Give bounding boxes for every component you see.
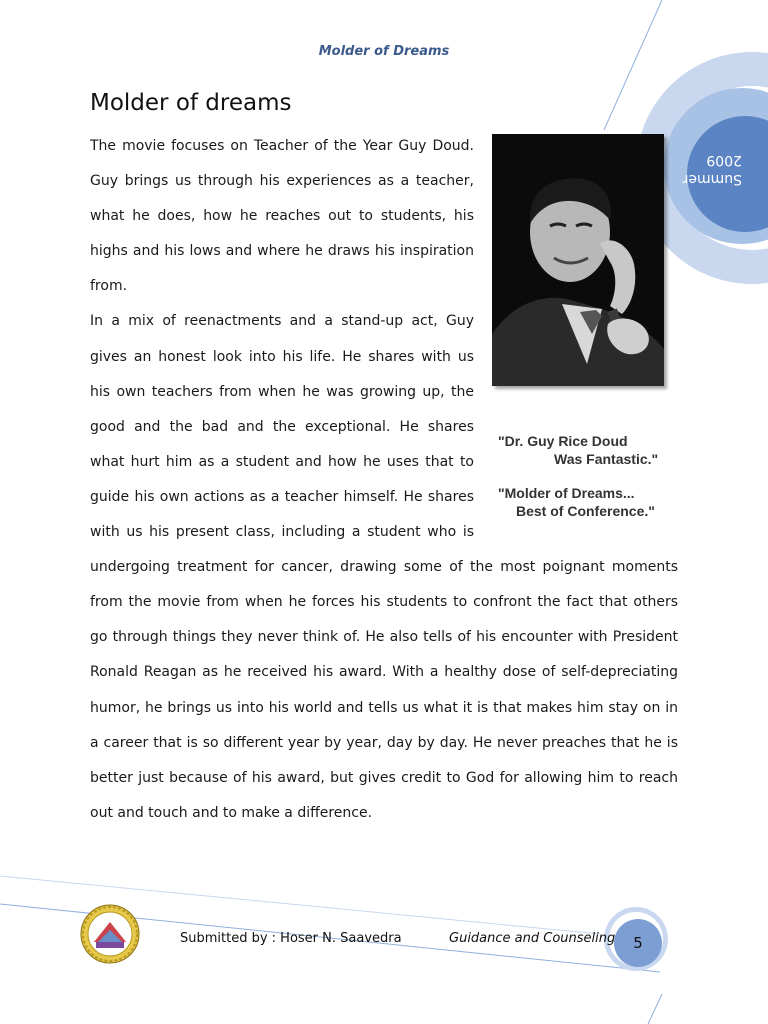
quote-line: Was Fantastic." xyxy=(554,451,659,467)
footer-submitted-by: Submitted by : Hoser N. Saavedra xyxy=(180,931,402,946)
quote-line: "Dr. Guy Rice Doud xyxy=(498,433,628,449)
testimonial-quote xyxy=(498,432,658,468)
quote-line: "Molder of Dreams... xyxy=(498,485,635,501)
footer-department: Guidance and Counseling xyxy=(449,931,616,946)
decorative-line xyxy=(648,994,662,1024)
article-paragraph: In a mix of reenactments and a stand-up act, Guy gives an honest look into his life. He shares with us his own teachers from when he was growing up, the good and the bad and the exceptional. He shares what hurt him as a student and how he uses that to guide his own actions as a teacher himself. He shares with us his present class, including a student who is undergoing treatment for cancer, drawing some of the most poignant moments from the movie from when he forces his students to confront the fact that others go through things they never think of. He also tells of his encounter with President Ronald Reagan as he received his award. With a healthy dose of self-depreciating humor, he brings us into his world and tells us what it is that makes him stay on in a career that is so different year by year, day by day. He never preaches that he is better just because of his award, but gives credit to God for allowing him to reach out and touch and to make a difference. xyxy=(90,313,678,821)
testimonial-quote xyxy=(498,484,655,520)
page-title: Molder of dreams xyxy=(90,90,292,116)
running-header: Molder of Dreams xyxy=(318,44,450,59)
season-label: Summer 2009 xyxy=(682,152,742,187)
page-number: 5 xyxy=(633,934,643,952)
quote-line: Best of Conference." xyxy=(516,503,655,519)
article-paragraph: The movie focuses on Teacher of the Year Guy Doud. Guy brings us through his experiences as a teacher, what he does, how he reaches out to students, his highs and his lows and where he draws his inspiration from. xyxy=(90,138,474,295)
school-seal-logo xyxy=(80,904,140,964)
guy-doud-photo xyxy=(492,134,664,386)
